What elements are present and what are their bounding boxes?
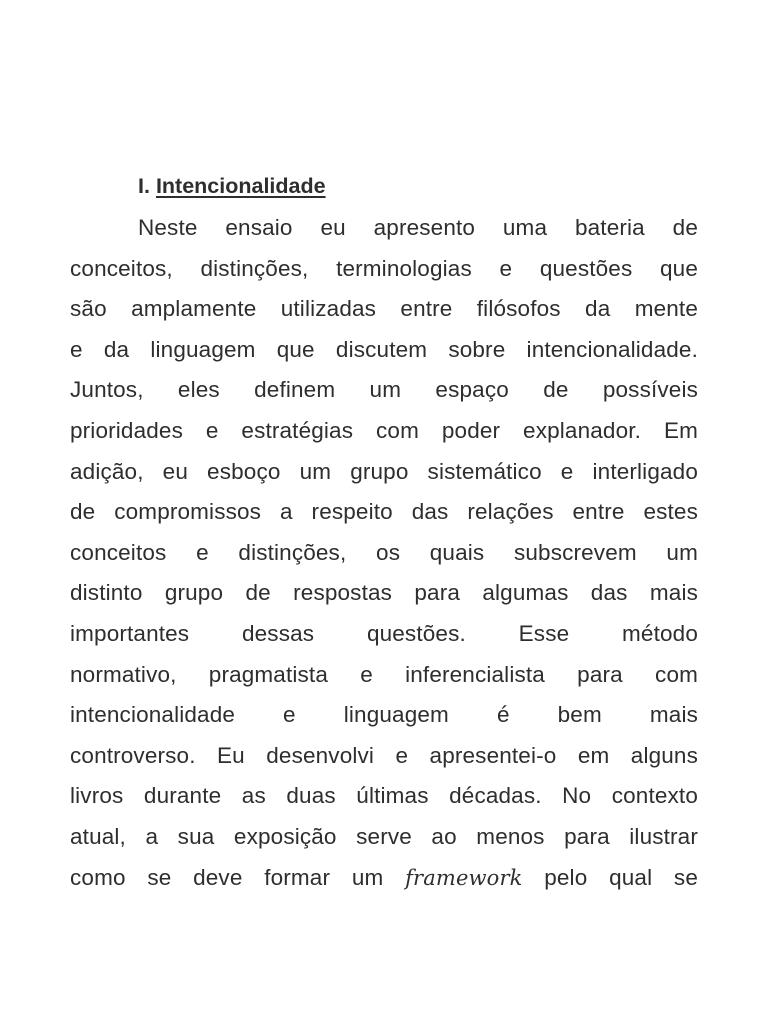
paragraph-line: livros durante as duas últimas décadas. No contexto [70,783,698,809]
last-line-after: pelo qual se [544,864,698,890]
paragraph-line: Neste ensaio eu apresento uma bateria de [138,215,698,240]
paragraph-line: normativo, pragmatista e inferencialista para com [70,661,698,687]
body-paragraph [70,208,698,898]
emphasis-framework: framework [405,865,523,890]
paragraph-line: são amplamente utilizadas entre filósofos da mente [70,296,698,322]
paragraph-line: controverso. Eu desenvolvi e apresentei-o em alguns [70,742,698,768]
paragraph-line: intencionalidade e linguagem é bem mais [70,702,698,728]
section-number: I. [138,174,150,198]
paragraph-line: distinto grupo de respostas para algumas das mais [70,580,698,606]
section-heading [70,168,698,204]
paragraph-line: adição, eu esboço um grupo sistemático e interligado [70,458,698,484]
paragraph-line: prioridades e estratégias com poder explanador. Em [70,417,698,443]
paragraph-line: de compromissos a respeito das relações entre estes [70,499,698,525]
paragraph-line: e da linguagem que discutem sobre intencionalidade. [70,336,698,362]
paragraph-last-line [70,858,698,899]
paragraph-line: atual, a sua exposição serve ao menos para ilustrar [70,823,698,849]
document-page [70,168,698,898]
last-line-before: como se deve formar um [70,864,384,890]
paragraph-line: importantes dessas questões. Esse método [70,620,698,646]
paragraph-line: conceitos, distinções, terminologias e questões que [70,255,698,281]
paragraph-line: conceitos e distinções, os quais subscrevem um [70,539,698,565]
paragraph-line: Juntos, eles definem um espaço de possíveis [70,377,698,403]
section-title: Intencionalidade [155,174,326,198]
